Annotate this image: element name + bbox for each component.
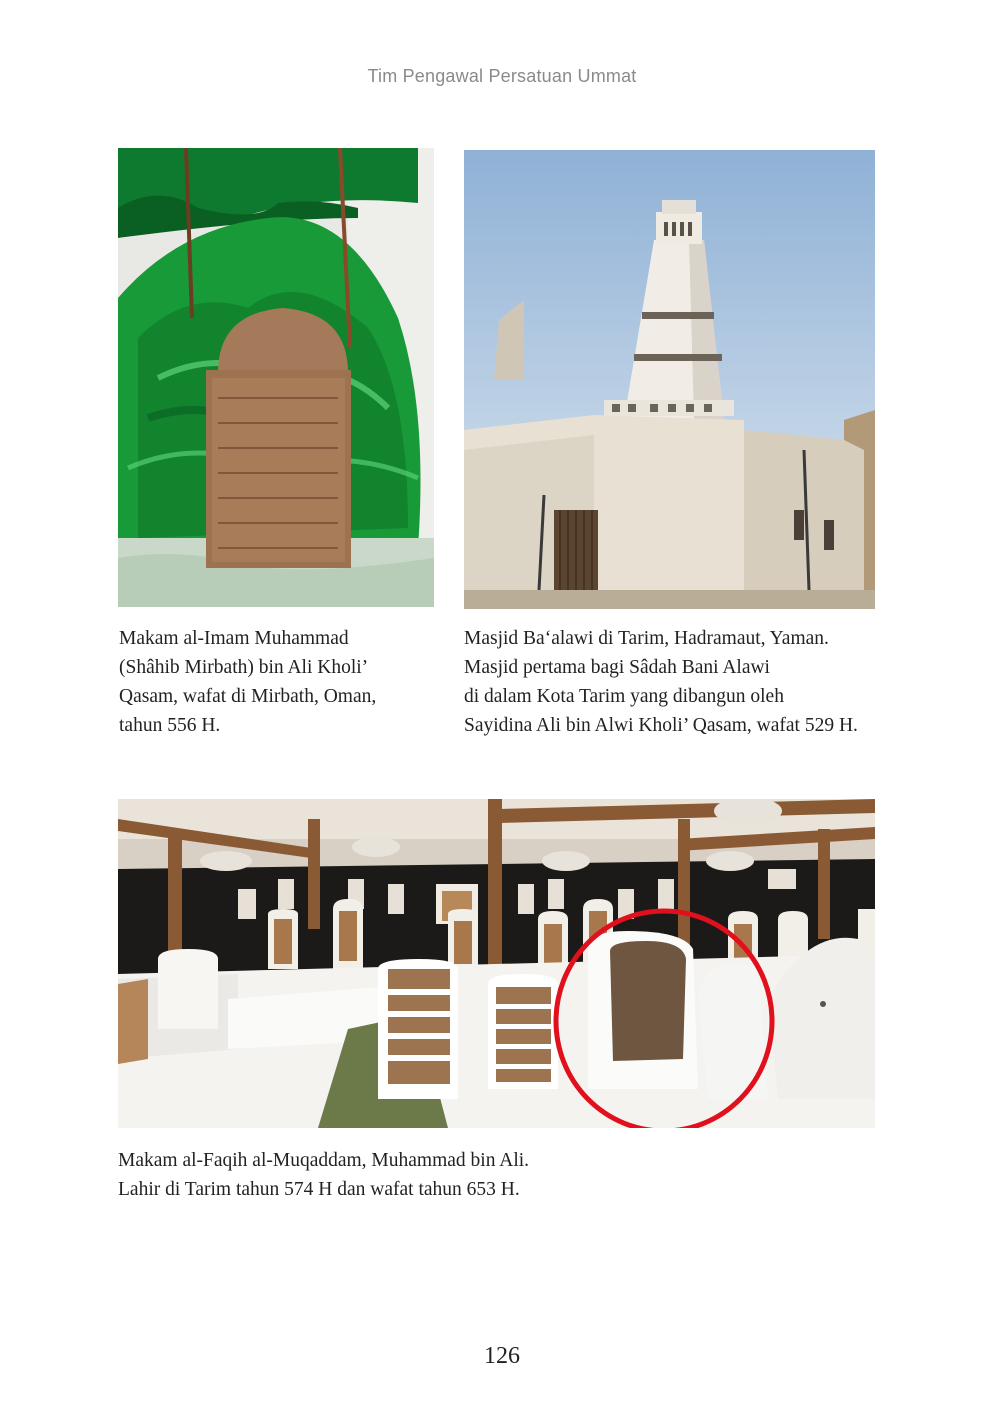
caption-tarim-mosque <box>464 624 858 740</box>
caption-line: Qasam, wafat di Mirbath, Oman, <box>119 686 377 707</box>
caption-line: (Shâhib Mirbath) bin Ali Kholi’ <box>119 657 369 678</box>
tomb-photo-mirbath <box>118 148 434 607</box>
caption-line: di dalam Kota Tarim yang dibangun oleh <box>464 686 784 707</box>
mosque-photo-tarim <box>464 150 875 609</box>
cemetery-photo-faqih <box>118 799 875 1128</box>
caption-line: Makam al-Imam Muhammad <box>119 628 349 649</box>
caption-mirbath <box>119 624 376 740</box>
caption-line: Sayidina Ali bin Alwi Kholi’ Qasam, wafat 529 H. <box>464 715 858 736</box>
caption-line: Masjid Ba‘alawi di Tarim, Hadramaut, Yaman. <box>464 628 829 649</box>
caption-faqih-muqaddam <box>118 1146 529 1204</box>
caption-line: Lahir di Tarim tahun 574 H dan wafat tahun 653 H. <box>118 1179 520 1200</box>
page-number: 126 <box>484 1343 520 1369</box>
caption-line: Makam al-Faqih al-Muqaddam, Muhammad bin Ali. <box>118 1150 530 1171</box>
caption-line: Masjid pertama bagi Sâdah Bani Alawi <box>464 657 770 678</box>
running-header: Tim Pengawal Persatuan Ummat <box>367 66 637 86</box>
caption-line: tahun 556 H. <box>119 715 221 736</box>
